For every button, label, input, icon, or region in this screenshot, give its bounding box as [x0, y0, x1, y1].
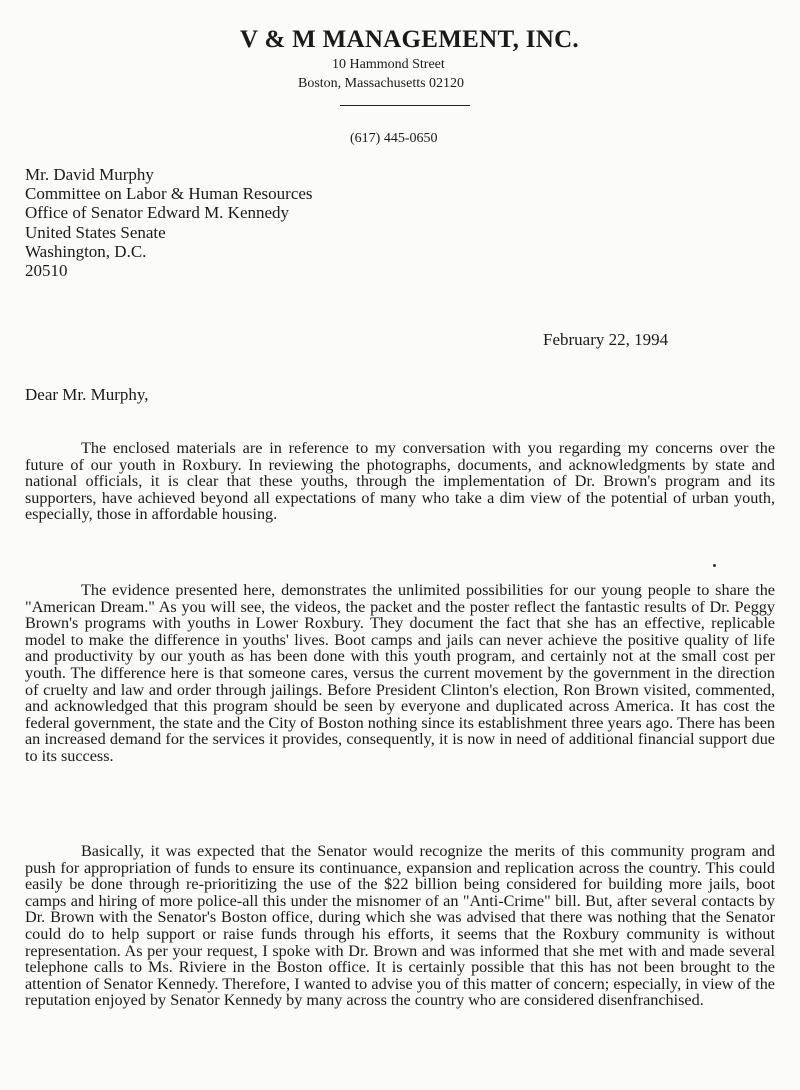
recipient-zip: 20510 — [25, 261, 68, 281]
body-paragraph-3: Basically, it was expected that the Senator would recognize the merits of this community program and push for appropriation of funds to ensure its continuance, expansion and replication across the country. This could easily be done through re-prioritizing the use of the $22 billion being considered for building more jails, boot camps and hiring of more police-all this under the misnomer of an "Anti-Crime" bill. But, after several contacts by Dr. Brown with the Senator's Boston office, during which she was advised that there was nothing that the Senator could do to help support or raise funds through his efforts, it seems that the Roxbury community is without representation. As per your request, I spoke with Dr. Brown and was informed that she met with and made several telephone calls to Ms. Riviere in the Boston office. It is certainly possible that this has not been brought to the attention of Senator Kennedy. Therefore, I wanted to advise you of this matter of concern; especially, in view of the reputation enjoyed by Senator Kennedy by many across the country who are considered disenfranchised. — [25, 842, 775, 1010]
body-paragraph-1: The enclosed materials are in reference to my conversation with you regarding my concerns over the future of our youth in Roxbury. In reviewing the photographs, documents, and acknowledgments by state and national officials, it is clear that these youths, through the implementation of Dr. Brown's program and its supporters, have achieved beyond all expectations of many who take a dim view of the potential of urban youth, especially, those in affordable housing. — [25, 439, 775, 524]
company-name: V & M MANAGEMENT, INC. — [240, 26, 579, 53]
body-paragraph-2: The evidence presented here, demonstrates the unlimited possibilities for our young people to share the "American Dream." As you will see, the videos, the packet and the poster reflect the fantastic results of Dr. Peggy Brown's programs with youths in Lower Roxbury. They document the fact that she has an effective, replicable model to make the difference in youths' lives. Boot camps and jails can never achieve the positive quality of life and productivity by our youth as has been done with this youth program, and certainly not at the small cost per youth. The difference here is that someone cares, versus the current movement by the government in the direction of cruelty and law and order through jailings. Before President Clinton's election, Ron Brown visited, commented, and acknowledged that this program should be seen by everyone and duplicated across America. It has cost the federal government, the state and the City of Boston nothing since its establishment three years ago. There has been an increased demand for the services it provides, consequently, it is now in need of additional financial support due to its success. — [25, 581, 775, 765]
company-phone: (617) 445-0650 — [350, 131, 438, 146]
recipient-address — [25, 165, 313, 280]
company-city: Boston, Massachusetts 02120 — [298, 76, 465, 91]
recipient-city: Washington, D.C. — [25, 241, 147, 261]
recipient-senate: United States Senate — [25, 222, 166, 242]
recipient-committee: Committee on Labor & Human Resources — [25, 184, 313, 204]
salutation: Dear Mr. Murphy, — [25, 385, 149, 404]
recipient-office: Office of Senator Edward M. Kennedy — [25, 203, 290, 223]
company-street: 10 Hammond Street — [332, 57, 445, 72]
recipient-name: Mr. David Murphy — [25, 165, 154, 184]
letterhead-divider — [340, 105, 470, 106]
letter-date: February 22, 1994 — [543, 330, 669, 349]
scan-speck — [713, 564, 716, 567]
